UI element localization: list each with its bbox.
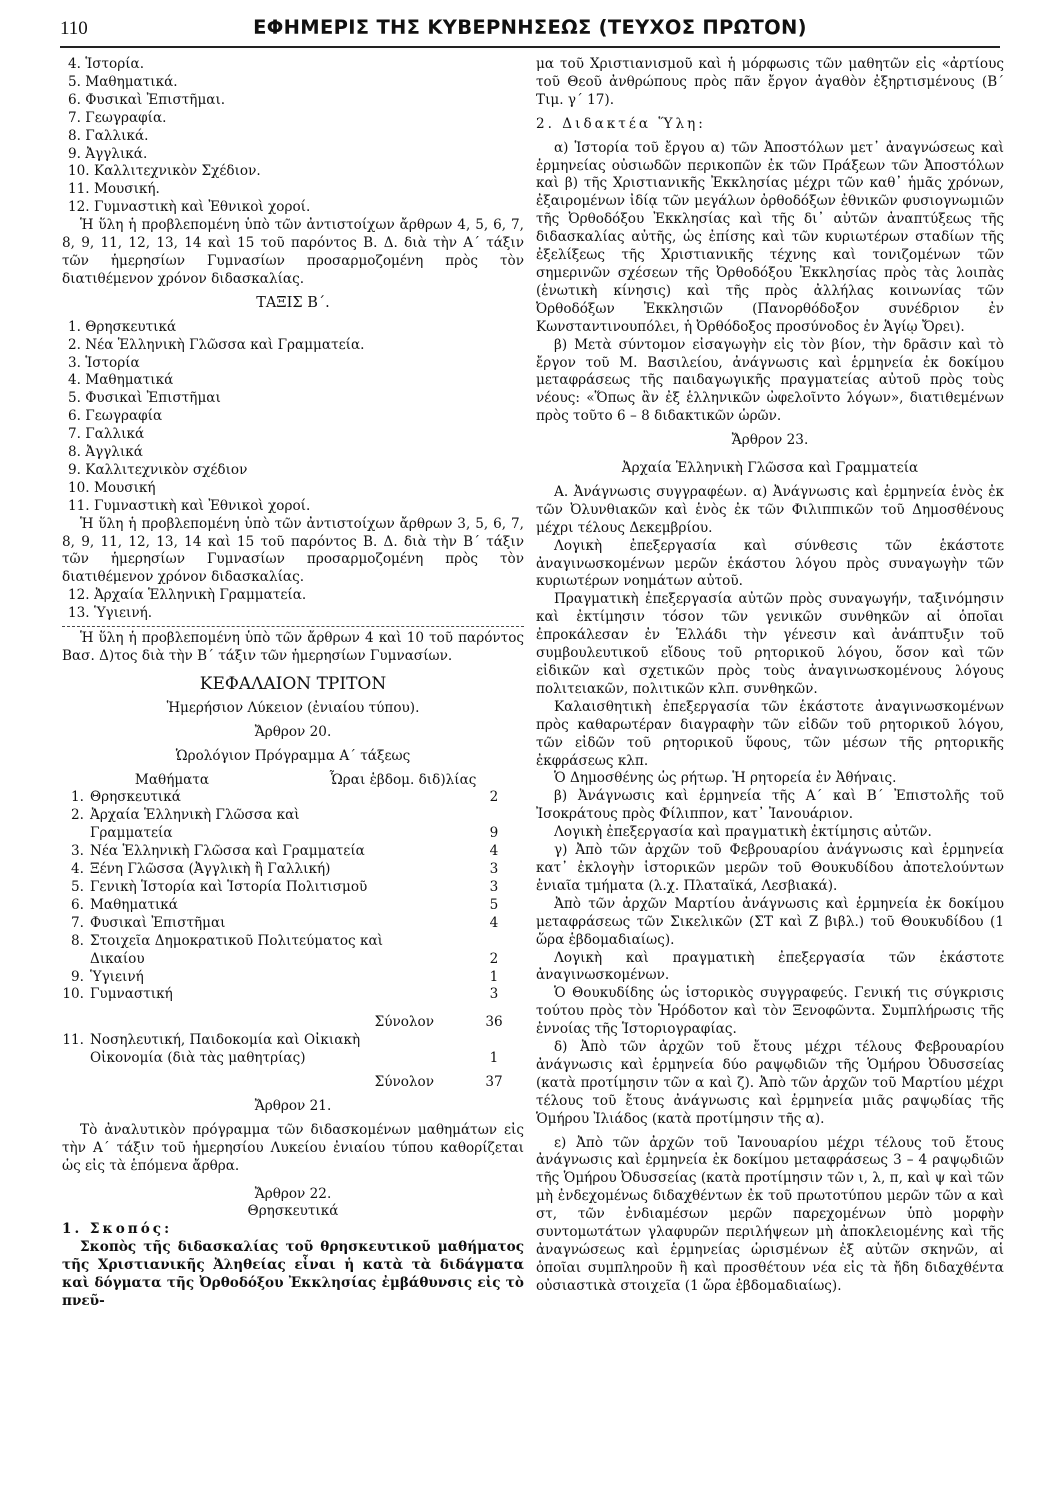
list-item: 11. Γυμναστικὴ καὶ Ἐθνικοὶ χοροί.: [68, 497, 311, 514]
article-subtitle: Ἀρχαία Ἑλληνικὴ Γλῶσσα καὶ Γραμματεία: [621, 460, 919, 477]
list-item: 8. Ἀγγλικά: [68, 444, 143, 461]
timetable-header: [62, 772, 524, 790]
section-heading: 1. Σκοπός:: [62, 1221, 173, 1238]
paragraph: Ἀπὸ τῶν ἀρχῶν Μαρτίου ἀνάγνωσις καὶ ἑρμηνεία ἐκ δοκίμου μεταφράσεως τῶν Σικελικῶν (ΣΤ καὶ Ζ βιβλ.) τοῦ Θουκυδίδου (1 ὥρα ἑβδομαδιαίως).: [536, 895, 1004, 948]
section-heading: 2. Διδακτέα Ὕλη:: [536, 115, 706, 132]
table-row: 1. Θρησκευτικά 2: [71, 789, 499, 806]
left-column: [62, 56, 524, 1311]
paragraph: Ἡ ὕλη ἡ προβλεπομένη ὑπὸ τῶν ἀντιστοίχων ἄρθρων 3, 5, 6, 7, 8, 9, 11, 12, 13, 14 καὶ 15 τοῦ παρόντος Β. Δ. διὰ τὴν Β΄ τάξιν τῶν ἡμερησίων Γυμνασίων προσαρμοζομένη πρὸς τὸν διατιθέμενον χρόνον διδασκαλίας.: [62, 515, 524, 586]
class-heading: ΤΑΞΙΣ Β΄.: [256, 294, 330, 311]
hours-header: Ὧραι ἑβδομ. διδ)λίας: [329, 771, 477, 788]
table-row: 6. Μαθηματικά 5: [71, 896, 499, 913]
list-item: 12. Ἀρχαία Ἑλληνικὴ Γραμματεία.: [68, 587, 307, 604]
list-item: 6. Γεωγραφία: [68, 408, 163, 425]
table-row: 2. Ἀρχαία Ἑλληνικὴ Γλῶσσα καὶ Γραμματεία 9: [71, 807, 499, 842]
chapter-heading: ΚΕΦΑΛΑΙΟΝ ΤΡΙΤΟΝ: [199, 673, 387, 694]
article-heading: Ἄρθρον 21.: [254, 1097, 332, 1114]
paragraph: Λογικὴ ἐπεξεργασία καὶ πραγματικὴ ἐκτίμησις αὐτῶν.: [554, 824, 932, 841]
article-heading: Ἄρθρον 23.: [731, 432, 809, 449]
total-row: Σύνολον 37: [374, 1074, 503, 1091]
paragraph: Λογικὴ καὶ πραγματικὴ ἐπεξεργασία τῶν ἑκάστοτε ἀναγινωσκομένων.: [536, 949, 1004, 984]
table-row: 8. Στοιχεῖα Δημοκρατικοῦ Πολιτεύματος καὶ Δικαίου 2: [71, 932, 499, 967]
list-item: 7. Γεωγραφία.: [68, 109, 167, 126]
paragraph: δ) Ἀπὸ τῶν ἀρχῶν τοῦ ἔτους μέχρι τέλους Φεβρουαρίου ἀνάγνωσις καὶ ἑρμηνεία δύο ραψῳδιῶν τῆς Ὁμήρου Ὀδυσσείας (κατὰ προτίμησιν τῶν α καὶ ζ). Ἀπὸ τῶν ἀρχῶν τοῦ Μαρτίου μέχρι τέλους τοῦ ἔτους ἀνάγνωσις καὶ ἑρμηνεία μιᾶς ραψῳδίας τῆς Ὁμήρου Ἰλιάδος (κατὰ προτίμησιν τῆς α).: [536, 1039, 1004, 1127]
paragraph: Ὁ Δημοσθένης ὡς ρήτωρ. Ἡ ρητορεία ἐν Ἀθήναις.: [554, 770, 897, 787]
list-item: 1. Θρησκευτικά: [68, 318, 177, 335]
list-item: 7. Γαλλικά: [68, 426, 145, 443]
table-row: 5. Γενικὴ Ἱστορία καὶ Ἱστορία Πολιτισμοῦ 3: [71, 878, 499, 895]
paragraph: α) Ἱστορία τοῦ ἔργου α) τῶν Ἀποστόλων μετ᾽ ἀναγνώσεως καὶ ἑρμηνείας οὐσιωδῶν περικοπῶν ἐκ τῶν Πράξεων τῶν Ἀποστόλων καὶ β) τῆς Χριστιανικῆς Ἐκκλησίας μέχρι τῶν καθ᾽ ἡμᾶς χρόνων, ἐξαιρομένων ἰδίᾳ τῶν μεγάλων ὀρθοδόξων ἐθνικῶν φυσιογνωμιῶν τῆς Ὀρθοδόξου Ἐκκλησίας καὶ τῆς δι᾽ αὐτῶν ἀναπτύξεως τῆς διδασκαλίας αὐτῆς, ὡς ἐπίσης καὶ τῶν κυριωτέρων σταδίων τῆς ἐξελίξεως τῆς Χριστιανικῆς τέχνης καὶ τονιζομένων τῶν σημερινῶν σχέσεων τῆς Ὀρθοδόξου Ἐκκλησίας πρὸς τὰς λοιπὰς (ἑνωτικὴ κίνησις) καὶ τῆς πρὸς ἀλλήλας κοινωνίας τῶν Ὀρθοδόξων Ἐκκλησιῶν (Πανορθόδοξον συνέδριον ἐν Κωνσταντινουπόλει, ἡ Ὀρθόδοξος προσύνοδος ἐν Ἁγίῳ Ὄρει).: [536, 139, 1004, 335]
gazette-title: ΕΦΗΜΕΡΙΣ ΤΗΣ ΚΥΒΕΡΝΗΣΕΩΣ (ΤΕΥΧΟΣ ΠΡΩΤΟΝ): [253, 16, 807, 39]
paragraph: β) Μετὰ σύντομον εἰσαγωγὴν εἰς τὸν βίον, τὴν δρᾶσιν καὶ τὸ ἔργον τοῦ Μ. Βασιλείου, ἀνάγνωσις καὶ ἑρμηνεία ἐκ δοκίμου μεταφράσεως τῆς παιδαγωγικῆς πραγματείας αὐτοῦ πρὸς τοὺς νέους: «Ὅπως ἂν ἐξ ἑλληνικῶν ὠφελοῖντο λόγων», διατιθεμένων πρὸς τοῦτο 6 – 8 διδακτικῶν ὡρῶν.: [536, 336, 1004, 425]
right-column: [536, 56, 1004, 1296]
paragraph: Σκοπὸς τῆς διδασκαλίας τοῦ θρησκευτικοῦ μαθήματος τῆς Χριστιανικῆς Ἀληθείας εἶναι ἡ κατὰ τὰ διδάγματα καὶ δόγματα τῆς Ὀρθοδόξου Ἐκκλησίας ἐμβάθυνσις εἰς τὸ πνεῦ-: [62, 1239, 524, 1309]
table-row: 3. Νέα Ἑλληνικὴ Γλῶσσα καὶ Γραμματεία 4: [71, 843, 499, 860]
list-item: 8. Γαλλικά.: [68, 127, 149, 144]
paragraph: β) Ἀνάγνωσις καὶ ἑρμηνεία τῆς Α΄ καὶ Β΄ Ἐπιστολῆς τοῦ Ἰσοκράτους πρὸς Φίλιππον, κατ᾽ Ἰανουάριον.: [536, 788, 1004, 823]
page-number: 110: [60, 18, 88, 39]
list-item: 4. Μαθηματικά: [68, 372, 174, 389]
chapter-subtitle: Ἡμερήσιον Λύκειον (ἐνιαίου τύπου).: [166, 699, 420, 716]
timetable-title: Ὡρολόγιον Πρόγραμμα Α΄ τάξεως: [175, 747, 411, 764]
paragraph: Λογικὴ ἐπεξεργασία καὶ σύνθεσις τῶν ἑκάστοτε ἀναγινωσκομένων μερῶν ἑκάστου λόγου πρὸς συναγωγὴν τῶν κυριωτέρων νοημάτων αὐτοῦ.: [536, 537, 1004, 590]
list-item: 12. Γυμναστικὴ καὶ Ἐθνικοὶ χοροί.: [68, 199, 311, 216]
article-heading: Ἄρθρον 20.: [254, 723, 332, 740]
page-header: [60, 14, 1000, 44]
table-row: 7. Φυσικαὶ Ἐπιστῆμαι 4: [71, 914, 499, 931]
paragraph: γ) Ἀπὸ τῶν ἀρχῶν τοῦ Φεβρουαρίου ἀνάγνωσις καὶ ἑρμηνεία κατ᾽ ἐκλογὴν ἱστορικῶν μερῶν τοῦ Θουκυδίδου ἀποτελούντων ἑνιαῖα τμήματα (λ.χ. Πλαταϊκά, Λεσβιακά).: [536, 842, 1004, 894]
list-item: 9. Καλλιτεχνικὸν σχέδιον: [68, 461, 248, 478]
list-item: 10. Καλλιτεχνικὸν Σχέδιον.: [68, 163, 261, 180]
list-item: 5. Φυσικαὶ Ἐπιστῆμαι: [68, 390, 221, 407]
article-subtitle: Θρησκευτικά: [247, 1203, 339, 1220]
list-item: 3. Ἱστορία: [68, 354, 140, 371]
paragraph: Τὸ ἀναλυτικὸν πρόγραμμα τῶν διδασκομένων μαθημάτων εἰς τὴν Α΄ τάξιν τοῦ ἡμερησίου Λυκείου ἐνιαίου τύπου καθορίζεται ὡς εἰς τὰ ἑπόμενα ἄρθρα.: [62, 1121, 524, 1174]
list-item: 6. Φυσικαὶ Ἐπιστῆμαι.: [68, 91, 226, 108]
paragraph: Ἡ ὕλη ἡ προβλεπομένη ὑπὸ τῶν ἀντιστοίχων ἄρθρων 4, 5, 6, 7, 8, 9, 11, 12, 13, 14 καὶ 15 τοῦ παρόντος Β. Δ. διὰ τὴν Α΄ τάξιν τῶν ἡμερησίων Γυμνασίων προσαρμοζομένη πρὸς τὸν διατιθέμενον χρόνον διδασκαλίας.: [62, 217, 524, 287]
paragraph: ε) Ἀπὸ τῶν ἀρχῶν τοῦ Ἰανουαρίου μέχρι τέλους τοῦ ἔτους ἀνάγνωσις καὶ ἑρμηνεία ἐκ δοκίμου μεταφράσεως 3 – 4 ραψῳδιῶν τῆς Ὁμήρου Ὀδυσσείας (κατὰ προτίμησιν τῶν ι, λ, π, καὶ ψ καὶ τῶν μὴ ἐνδεχομένως διδαχθέντων ἐκ τοῦ πρωτοτύπου μερῶν τῶν α καὶ στ, τῶν ἐνδιαμέσων μερῶν παρεχομένων ὑπὸ μορφὴν συντομωτάτων γλαφυρῶν περιλήψεων μὴ ἀποκλειομένης καὶ τῆς ἀναγνώσεως καὶ ἑρμηνείας ὡρισμένων ἐξ αὐτῶν σκηνῶν, αἱ ὁποῖαι συμπληροῦν ἢ καὶ προσθέτουν νέα εἰς τὰ ἤδη διδαχθέντα οὐσιαστικὰ στοιχεῖα (1 ὥρα ἑβδομαδιαίως).: [536, 1134, 1004, 1294]
list-item: 5. Μαθηματικά.: [68, 73, 178, 90]
paragraph: Καλαισθητικὴ ἐπεξεργασία τῶν ἑκάστοτε ἀναγινωσκομένων πρὸς καθαρωτέραν διαγραφὴν τῶν εἰδῶν τοῦ ρητορικοῦ λόγου, τῶν εἰδῶν τοῦ ρητορικοῦ ὕφους, τῶν μέσων τῆς ρητορικῆς ἐκφράσεως κλπ.: [536, 698, 1004, 769]
paragraph: μα τοῦ Χριστιανισμοῦ καὶ ἡ μόρφωσις τῶν μαθητῶν εἰς «ἀρτίους τοῦ Θεοῦ ἀνθρώπους πρὸς πᾶν ἔργον ἀγαθὸν ἐξηρτισμένους (Β΄ Τιμ. γ΄ 17).: [536, 56, 1004, 108]
list-item: 11. Μουσική.: [68, 181, 160, 198]
paragraph: Α. Ἀνάγνωσις συγγραφέων. α) Ἀνάγνωσις καὶ ἑρμηνεία ἑνὸς ἐκ τῶν Ὀλυνθιακῶν καὶ ἑνὸς ἐκ τῶν Φιλιππικῶν τοῦ Δημοσθένους μέχρι τέλους Δεκεμβρίου.: [536, 483, 1004, 536]
table-row: 9. Ὑγιεινή 1: [71, 968, 499, 985]
list-item: 4. Ἱστορία.: [68, 56, 145, 72]
list-item: 2. Νέα Ἑλληνικὴ Γλῶσσα καὶ Γραμματεία.: [68, 336, 365, 353]
header-rule: [60, 46, 1000, 48]
list-item: 10. Μουσική: [68, 479, 156, 496]
subjects-header: Μαθήματα: [134, 771, 210, 788]
list-item: 13. Ὑγιεινή.: [68, 605, 153, 622]
table-row: 10. Γυμναστική 3: [62, 986, 499, 1003]
paragraph: Πραγματικὴ ἐπεξεργασία αὐτῶν πρὸς συναγωγήν, ταξινόμησιν καὶ ἐκτίμησιν τόσον τῶν γενικῶν συνθηκῶν αἱ ὁποῖαι ἐπροκάλεσαν ἐν Ἑλλάδι τὴν γένεσιν καὶ ἀνάπτυξιν τοῦ συμβουλευτικοῦ εἴδους τοῦ ρητορικοῦ λόγου, ὅσον καὶ τῶν εἰδικῶν καὶ σχετικῶν πρὸς τοὺς ἀναγινωσκομένους λόγους πολιτειακῶν, πολιτικῶν κλπ. συνθηκῶν.: [536, 591, 1004, 697]
paragraph: Ὁ Θουκυδίδης ὡς ἱστορικὸς συγγραφεύς. Γενική τις σύγκρισις τούτου πρὸς τὸν Ἡρόδοτον καὶ τὸν Ξενοφῶντα. Συμπλήρωσις τῆς ἐννοίας τῆς Ἱστοριογραφίας.: [536, 985, 1004, 1038]
table-row: 4. Ξένη Γλῶσσα (Ἀγγλικὴ ἢ Γαλλική) 3: [71, 861, 499, 878]
total-row: Σύνολον 36: [374, 1014, 503, 1031]
article-heading: Ἄρθρον 22.: [254, 1185, 332, 1202]
table-row: 11. Νοσηλευτική, Παιδοκομία καὶ Οἰκιακὴ Οἰκονομία (διὰ τὰς μαθητρίας) 1: [62, 1032, 499, 1067]
divider: [62, 626, 524, 627]
paragraph: Ἡ ὕλη ἡ προβλεπομένη ὑπὸ τῶν ἄρθρων 4 καὶ 10 τοῦ παρόντος Βασ. Δ)τος διὰ τὴν Β΄ τάξιν τῶν ἡμερησίων Γυμνασίων.: [62, 630, 524, 664]
list-item: 9. Ἀγγλικά.: [68, 145, 148, 162]
